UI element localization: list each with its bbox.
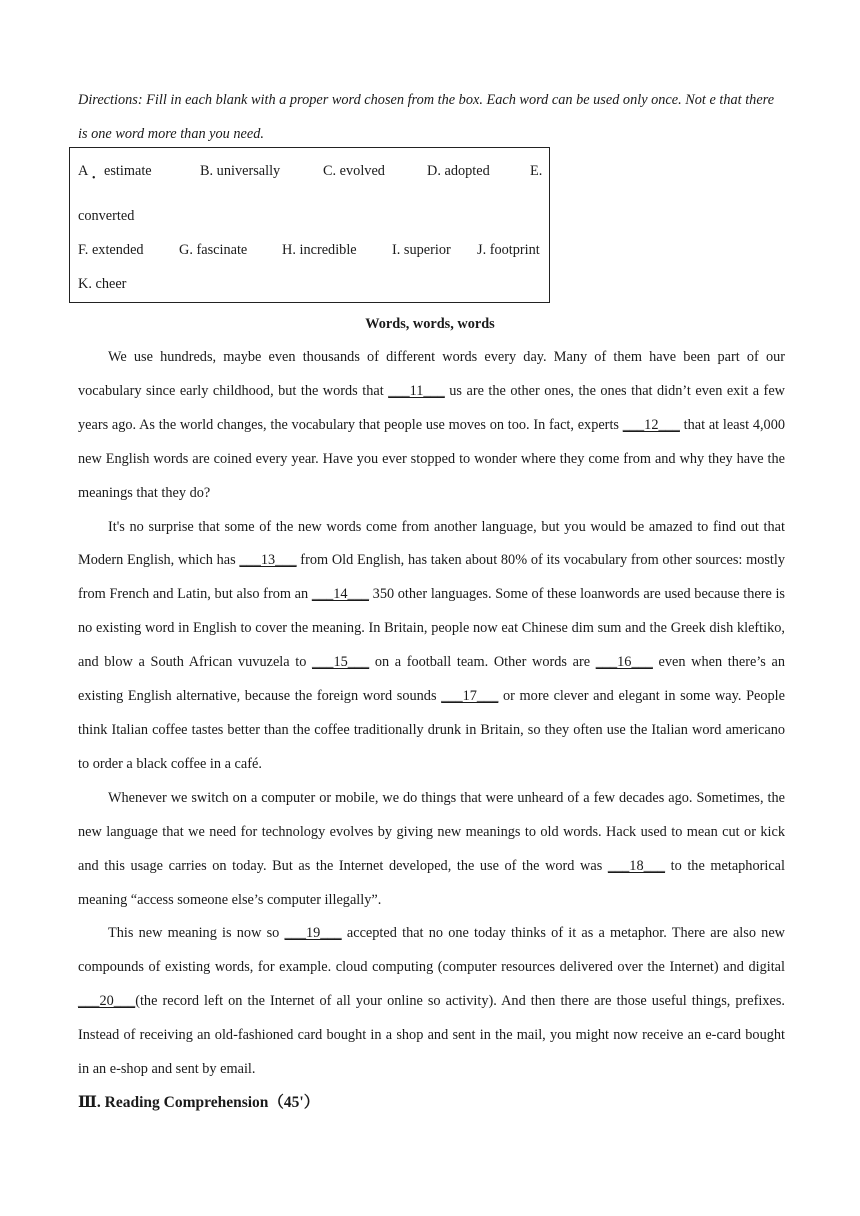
blank-12[interactable]: ___12___	[622, 416, 680, 433]
paragraph-1	[78, 341, 785, 511]
blank-15[interactable]: ___15___	[312, 654, 370, 671]
paragraph-3	[78, 782, 785, 918]
word-option-c: C. evolved	[323, 163, 385, 179]
word-option-j: J. footprint	[477, 242, 540, 258]
blank-14[interactable]: ___14___	[311, 586, 369, 603]
blank-18[interactable]: ___18___	[607, 857, 666, 874]
word-option-a: estimate	[104, 163, 152, 179]
text: This new meaning is now so	[108, 925, 285, 942]
text: Whenever we switch on a computer or mobile, we do things that were unheard of a few decades ago. Sometimes, the new language that we need for technology evolves by giving new meanings to old words. Hack used to mean cut or kick and this usage carries on today. But as the Internet developed, the use of the word was	[78, 789, 785, 874]
blank-11[interactable]: ___11___	[388, 382, 445, 399]
word-option-f: F. extended	[78, 242, 144, 258]
word-option-h: H. incredible	[282, 242, 357, 258]
blank-16[interactable]: ___16___	[595, 654, 653, 671]
text: on a football team. Other words are	[369, 654, 596, 671]
word-option-b: B. universally	[200, 163, 281, 179]
paragraph-4	[78, 917, 785, 1087]
text: to the metaphorical meaning “access someone else’s computer illegally”.	[78, 857, 786, 908]
blank-19[interactable]: ___19___	[284, 925, 342, 942]
text: us are the other ones, the ones that didn’t even exit a few years ago. As the world changes, the vocabulary that people use moves on too. In fact, experts	[78, 382, 785, 433]
directions: Directions: Fill in each blank with a proper word chosen from the box. Each word can be used only once. Not e that there is one word more than you need.	[78, 92, 775, 142]
word-option-e-letter: E.	[530, 163, 543, 179]
word-option-g: G. fascinate	[179, 242, 248, 258]
word-option-a-letter: A	[78, 163, 89, 179]
word-option-k: K. cheer	[78, 276, 127, 292]
text: or more clever and elegant in some way. People think Italian coffee tastes better than the coffee traditionally drunk in Britain, so they often use the Italian word americano to order a black coffee in a café.	[78, 688, 785, 772]
text: (the record left on the Internet of all your online so activity). And then there are those useful things, prefixes. Instead of receiving an old-fashioned card bought in a shop and sent in the mail, you might now receive an e-card bought in an e-shop and sent by email.	[78, 993, 785, 1078]
text: It's no surprise that some of the new words come from another language, but you would be amazed to find out that Modern English, which has	[78, 518, 785, 569]
blank-20[interactable]: ___20___	[78, 993, 136, 1010]
section-heading: Ⅲ. Reading Comprehension（45'）	[78, 1094, 320, 1111]
blank-17[interactable]: ___17___	[441, 688, 499, 705]
word-option-i: I. superior	[392, 242, 451, 258]
text: from Old English, has taken about 80% of its vocabulary from other sources: mostly from French and Latin, but also from an	[78, 552, 785, 603]
passage	[78, 341, 785, 1087]
emphasis-dot: •	[92, 173, 96, 184]
text: even when there’s an existing English alternative, because the foreign word sounds	[78, 654, 785, 705]
blank-13[interactable]: ___13___	[239, 552, 297, 569]
text: that at least 4,000 new English words are coined every year. Have you ever stopped to wonder where they come from and why they have the meanings that they do?	[78, 416, 786, 501]
passage-title: Words, words, words	[365, 316, 495, 332]
word-option-d: D. adopted	[427, 163, 490, 179]
word-option-e: converted	[78, 208, 135, 224]
text: 350 other languages. Some of these loanwords are used because there is no existing word in English to cover the meaning. In Britain, people now eat Chinese dim sum and the Greek dish kleftiko, and blow a South African vuvuzela to	[78, 586, 785, 671]
paragraph-2	[78, 511, 785, 782]
text: accepted that no one today thinks of it as a metaphor. There are also new compounds of existing words, for example. cloud computing (computer resources delivered over the Internet) and digital	[78, 925, 785, 976]
text: We use hundreds, maybe even thousands of different words every day. Many of them have been part of our vocabulary since early childhood, but the words that	[78, 349, 785, 399]
